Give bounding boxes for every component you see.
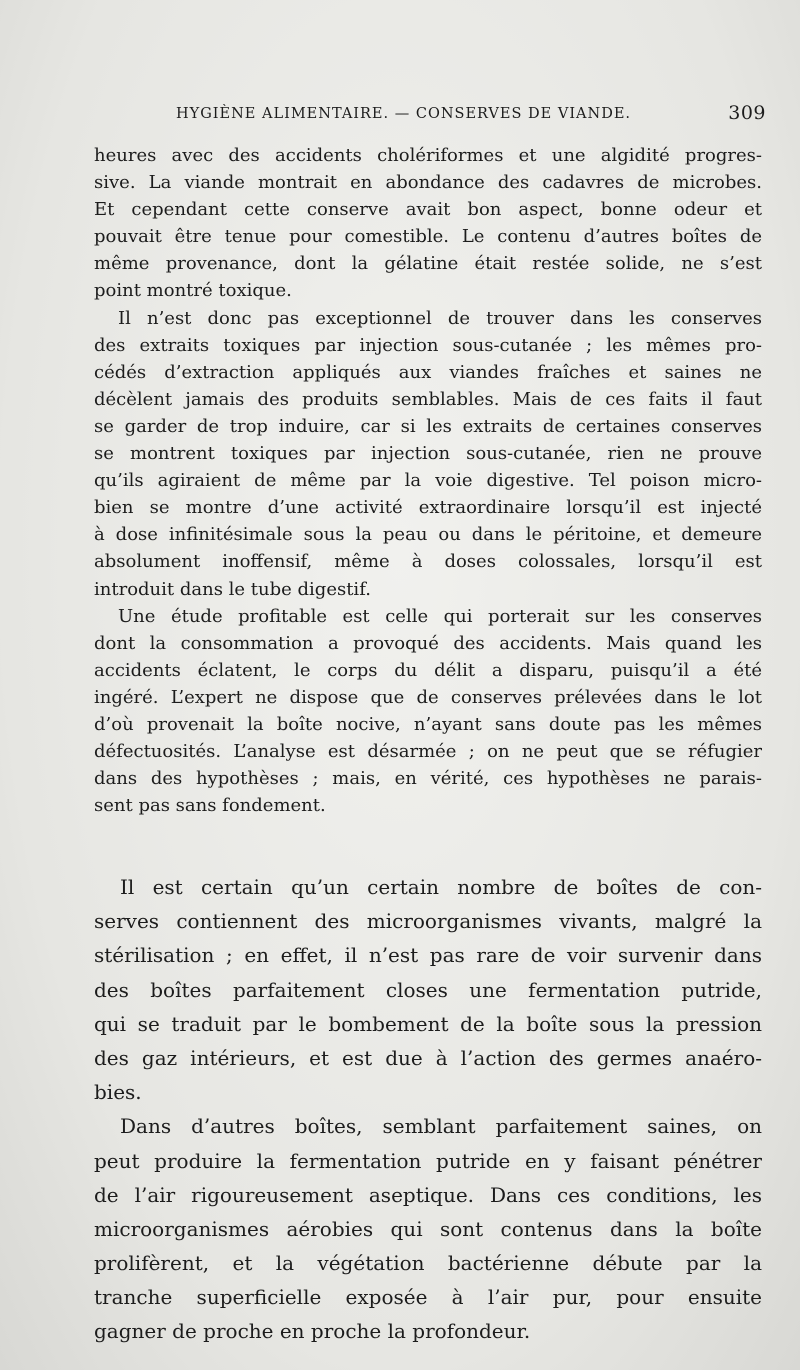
text-line: point montré toxique.: [94, 280, 292, 302]
text-line: accidents éclatent, le corps du délit a disparu, puisqu’il a été: [94, 659, 762, 681]
text-line: introduit dans le tube digestif.: [94, 578, 371, 600]
text-line: tranche superficielle exposée à l’air pur, pour ensuite: [94, 1285, 762, 1310]
page-header: [176, 102, 766, 130]
text-line: gagner de proche en proche la profondeur.: [94, 1319, 531, 1344]
large-print-section: [94, 870, 762, 1349]
text-line: serves contiennent des microorganismes vivants, malgré la: [94, 909, 762, 934]
page-number: 309: [728, 102, 766, 124]
text-line: d’où provenait la boîte nocive, n’ayant sans doute pas les mêmes: [94, 713, 762, 735]
text-line: décèlent jamais des produits semblables. Mais de ces faits il faut: [94, 388, 762, 410]
paragraph-start-line: Il n’est donc pas exceptionnel de trouver dans les conserves: [118, 307, 762, 329]
text-line: stérilisation ; en effet, il n’est pas rare de voir survenir dans: [94, 943, 762, 968]
text-line: heures avec des accidents cholériformes et une algidité progres-: [94, 145, 762, 166]
text-line: des boîtes parfaitement closes une fermentation putride,: [94, 977, 762, 1002]
text-line: des gaz intérieurs, et est due à l’action des germes anaéro-: [94, 1045, 762, 1070]
paragraph-start-line: Dans d’autres boîtes, semblant parfaitement saines, on: [120, 1114, 762, 1139]
text-line: cédés d’extraction appliqués aux viandes fraîches et saines ne: [94, 361, 762, 383]
paragraph-start-line: Une étude profitable est celle qui porterait sur les conserves: [118, 605, 762, 627]
text-line: des extraits toxiques par injection sous-cutanée ; les mêmes pro-: [94, 334, 762, 356]
text-line: se garder de trop induire, car si les extraits de certaines conserves: [94, 415, 762, 437]
text-line: peut produire la fermentation putride en y faisant pénétrer: [94, 1148, 762, 1173]
text-line: dans des hypothèses ; mais, en vérité, ces hypothèses ne parais-: [94, 768, 762, 790]
text-line: se montrent toxiques par injection sous-cutanée, rien ne prouve: [94, 443, 762, 465]
text-line: ingéré. L’expert ne dispose que de conserves prélevées dans le lot: [94, 686, 762, 708]
running-title: HYGIÈNE ALIMENTAIRE. — CONSERVES DE VIANDE.: [176, 106, 632, 122]
text-line: qui se traduit par le bombement de la boîte sous la pression: [94, 1011, 762, 1036]
text-line: sent pas sans fondement.: [94, 795, 326, 817]
paragraph-start-line: Il est certain qu’un certain nombre de boîtes de con-: [120, 875, 762, 899]
text-line: de l’air rigoureusement aseptique. Dans ces conditions, les: [94, 1182, 762, 1207]
text-line: microorganismes aérobies qui sont contenus dans la boîte: [94, 1216, 762, 1241]
text-line: prolifèrent, et la végétation bactérienne débute par la: [94, 1251, 762, 1276]
text-line: bies.: [94, 1080, 142, 1105]
text-line: même provenance, dont la gélatine était restée solide, ne s’est: [94, 253, 762, 275]
text-line: absolument inoffensif, même à doses colossales, lorsqu’il est: [94, 551, 762, 573]
text-line: dont la consommation a provoqué des accidents. Mais quand les: [94, 632, 762, 654]
text-line: défectuosités. L’analyse est désarmée ; on ne peut que se réfugier: [94, 741, 762, 763]
small-print-section: [94, 142, 762, 819]
text-line: qu’ils agiraient de même par la voie digestive. Tel poison micro-: [94, 470, 762, 492]
text-line: pouvait être tenue pour comestible. Le contenu d’autres boîtes de: [94, 226, 762, 248]
text-line: à dose infinitésimale sous la peau ou dans le péritoine, et demeure: [94, 524, 762, 546]
text-line: bien se montre d’une activité extraordinaire lorsqu’il est injecté: [94, 497, 762, 519]
text-line: Et cependant cette conserve avait bon aspect, bonne odeur et: [94, 199, 762, 221]
text-line: sive. La viande montrait en abondance des cadavres de microbes.: [94, 172, 762, 194]
